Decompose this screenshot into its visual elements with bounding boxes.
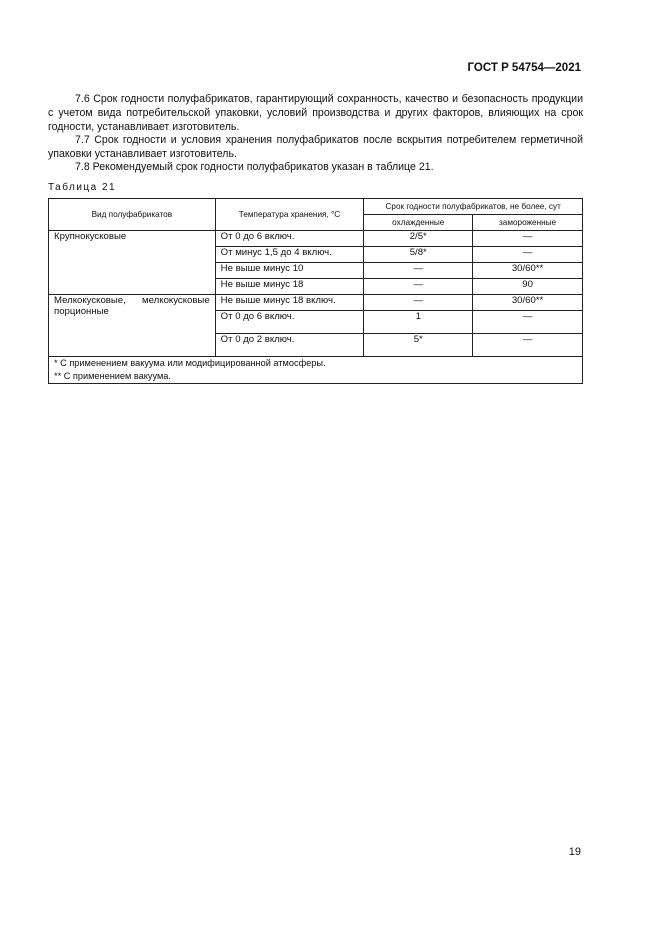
cell-frozen: — <box>473 247 583 263</box>
footnote: * С применением вакуума или модифицированной атмосферы. <box>54 358 326 368</box>
group-name-line2: порционные <box>54 306 109 317</box>
group-name: Крупнокусковые <box>49 231 216 295</box>
cell-temperature: Не выше минус 18 включ. <box>215 295 364 311</box>
group-name <box>49 295 216 357</box>
footnote: ** С применением вакуума. <box>54 371 171 381</box>
paragraph-7-7: 7.7 Срок годности и условия хранения полуфабрикатов после вскрытия потребителем герметичной упаковки устанавливает изготовитель. <box>48 134 583 161</box>
cell-chilled: 5/8* <box>364 247 473 263</box>
paragraph-7-6: 7.6 Срок годности полуфабрикатов, гарантирующий сохранность, качество и безопасность продукции с учетом вида потребительской упаковки, условий производства и других факторов, влияющих на срок годности, устанавливает изготовитель. <box>48 93 583 134</box>
cell-frozen: 30/60** <box>473 295 583 311</box>
cell-frozen: — <box>473 231 583 247</box>
cell-frozen: 90 <box>473 279 583 295</box>
cell-temperature: От 0 до 2 включ. <box>215 334 364 357</box>
table-row <box>49 295 583 311</box>
cell-temperature: От 0 до 6 включ. <box>215 231 364 247</box>
header-shelf-life: Срок годности полуфабрикатов, не более, сут <box>364 199 583 215</box>
cell-frozen: — <box>473 311 583 334</box>
document-id: ГОСТ Р 54754—2021 <box>467 62 581 74</box>
header-type: Вид полуфабрикатов <box>49 199 216 231</box>
page-number: 19 <box>568 846 581 858</box>
header-chilled: охлажденные <box>364 215 473 231</box>
table-footnotes <box>49 357 583 384</box>
shelf-life-table <box>48 198 583 384</box>
cell-temperature: Не выше минус 18 <box>215 279 364 295</box>
cell-temperature: Не выше минус 10 <box>215 263 364 279</box>
table-row <box>49 231 583 247</box>
cell-chilled: 5* <box>364 334 473 357</box>
paragraph-7-8: 7.8 Рекомендуемый срок годности полуфабрикатов указан в таблице 21. <box>75 161 434 173</box>
table-notes-row <box>49 357 583 384</box>
cell-chilled: — <box>364 263 473 279</box>
cell-chilled: 1 <box>364 311 473 334</box>
cell-chilled: — <box>364 295 473 311</box>
cell-chilled: — <box>364 279 473 295</box>
table-caption: Таблица 21 <box>48 182 117 193</box>
cell-frozen: 30/60** <box>473 263 583 279</box>
header-frozen: замороженные <box>473 215 583 231</box>
cell-frozen: — <box>473 334 583 357</box>
group-name-line1: Мелкокусковые, мелкокусковые <box>54 295 210 306</box>
cell-temperature: От 0 до 6 включ. <box>215 311 364 334</box>
cell-chilled: 2/5* <box>364 231 473 247</box>
header-temperature: Температура хранения, °С <box>215 199 364 231</box>
cell-temperature: От минус 1,5 до 4 включ. <box>215 247 364 263</box>
